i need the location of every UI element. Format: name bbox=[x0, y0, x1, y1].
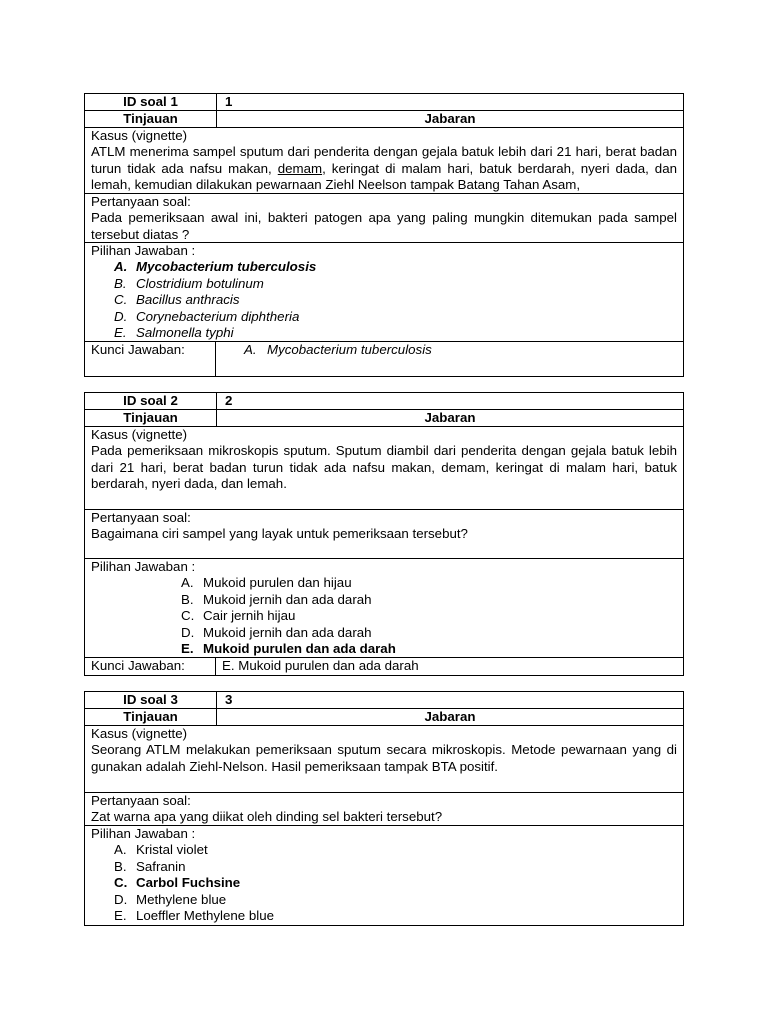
soal-3-pertanyaan-text: Zat warna apa yang diikat oleh dinding sel bakteri tersebut? bbox=[91, 809, 443, 825]
tinjauan-header: Tinjauan bbox=[85, 111, 217, 127]
kasus-label: Kasus (vignette) bbox=[91, 726, 188, 741]
soal-1-option-c: C. Bacillus anthracis bbox=[114, 292, 240, 308]
soal-2-option-c: C. Cair jernih hijau bbox=[181, 608, 296, 624]
soal-3-id-label: ID soal 3 bbox=[85, 692, 217, 708]
jabaran-header: Jabaran bbox=[424, 709, 476, 724]
soal-1-kunci-row bbox=[85, 342, 683, 376]
jabaran-header: Jabaran bbox=[424, 410, 476, 425]
soal-3-option-a: A. Kristal violet bbox=[114, 842, 208, 858]
kasus-label: Kasus (vignette) bbox=[91, 128, 188, 143]
soal-2-pilihan-row bbox=[85, 559, 683, 658]
soal-1-kunci-value: A. Mycobacterium tuberculosis bbox=[244, 342, 432, 357]
soal-1-id-label: ID soal 1 bbox=[85, 94, 217, 110]
soal-3-kasus-text: Seorang ATLM melakukan pemeriksaan sputum secara mikroskopis. Metode pewarnaan yang di gunakan adalah Ziehl-Nelson. Hasil pemeriksaan tampak BTA positif. bbox=[91, 742, 677, 774]
pilihan-label: Pilihan Jawaban : bbox=[91, 243, 196, 258]
soal-1-table bbox=[84, 93, 684, 377]
soal-2-pertanyaan-text: Bagaimana ciri sampel yang layak untuk pemeriksaan tersebut? bbox=[91, 526, 468, 542]
underlined-word: demam bbox=[277, 160, 323, 176]
pilihan-label: Pilihan Jawaban : bbox=[91, 559, 196, 574]
soal-2-kunci-value: E. Mukoid purulen dan ada darah bbox=[222, 658, 419, 673]
soal-2-id-label: ID soal 2 bbox=[85, 393, 217, 409]
soal-2-option-a: A. Mukoid purulen dan hijau bbox=[181, 575, 352, 591]
kunci-label: Kunci Jawaban: bbox=[85, 658, 216, 675]
soal-1-id-row bbox=[85, 94, 683, 111]
soal-3-pertanyaan-row bbox=[85, 793, 683, 826]
kunci-label: Kunci Jawaban: bbox=[85, 342, 216, 376]
pertanyaan-label: Pertanyaan soal: bbox=[91, 194, 191, 209]
soal-1-pilihan-row bbox=[85, 243, 683, 342]
soal-3-option-e: E. Loeffler Methylene blue bbox=[114, 908, 274, 924]
soal-2-kunci-row bbox=[85, 658, 683, 675]
soal-2-option-d: D. Mukoid jernih dan ada darah bbox=[181, 624, 372, 640]
soal-3-table bbox=[84, 691, 684, 926]
soal-2-pertanyaan-row bbox=[85, 510, 683, 559]
soal-3-option-b: B. Safranin bbox=[114, 858, 186, 874]
tinjauan-header: Tinjauan bbox=[85, 410, 217, 426]
soal-3-id-value: 3 bbox=[225, 692, 233, 707]
kasus-label: Kasus (vignette) bbox=[91, 427, 188, 442]
soal-1-kasus-text: ATLM menerima sampel sputum dari penderita dengan gejala batuk lebih dari 21 hari, berat badan turun tidak ada nafsu makan, demam, keringat di malam hari, batuk berdarah, nyeri dada, dan lemah, kemudian dilakukan pewarnaan Ziehl Neelson tampak Batang Tahan Asam, bbox=[91, 144, 677, 193]
soal-2-id-value: 2 bbox=[225, 393, 233, 408]
soal-2-kasus-text: Pada pemeriksaan mikroskopis sputum. Sputum diambil dari penderita dengan gejala batuk lebih dari 21 hari, berat badan turun tidak ada nafsu makan, demam, keringat di malam hari, batuk berdarah, nyeri dada, dan lemah. bbox=[91, 443, 677, 492]
soal-1-pertanyaan-text: Pada pemeriksaan awal ini, bakteri patogen apa yang paling mungkin ditemukan pada sampel tersebut diatas ? bbox=[91, 210, 677, 242]
soal-2-option-e: E. Mukoid purulen dan ada darah bbox=[181, 641, 396, 657]
pertanyaan-label: Pertanyaan soal: bbox=[91, 793, 191, 808]
soal-3-pilihan-row bbox=[85, 826, 683, 925]
soal-3-kasus-row bbox=[85, 726, 683, 793]
soal-2-id-row bbox=[85, 393, 683, 410]
soal-3-header-row bbox=[85, 709, 683, 726]
soal-1-id-value: 1 bbox=[225, 94, 233, 109]
tinjauan-header: Tinjauan bbox=[85, 709, 217, 725]
soal-1-pertanyaan-row bbox=[85, 194, 683, 243]
soal-2-kasus-row bbox=[85, 427, 683, 510]
soal-3-option-d: D. Methylene blue bbox=[114, 891, 227, 907]
jabaran-header: Jabaran bbox=[424, 111, 476, 126]
soal-2-table bbox=[84, 392, 684, 676]
soal-1-option-a: A. Mycobacterium tuberculosis bbox=[114, 259, 317, 275]
soal-1-kasus-row bbox=[85, 128, 683, 194]
pilihan-label: Pilihan Jawaban : bbox=[91, 826, 196, 841]
soal-2-option-b: B. Mukoid jernih dan ada darah bbox=[181, 591, 372, 607]
soal-3-id-row bbox=[85, 692, 683, 709]
soal-1-option-e: E. Salmonella typhi bbox=[114, 325, 234, 341]
soal-1-option-b: B. Clostridium botulinum bbox=[114, 275, 264, 291]
soal-1-header-row bbox=[85, 111, 683, 128]
soal-3-option-c: C. Carbol Fuchsine bbox=[114, 875, 241, 891]
soal-2-header-row bbox=[85, 410, 683, 427]
pertanyaan-label: Pertanyaan soal: bbox=[91, 510, 191, 525]
soal-1-option-d: D. Corynebacterium diphtheria bbox=[114, 308, 300, 324]
